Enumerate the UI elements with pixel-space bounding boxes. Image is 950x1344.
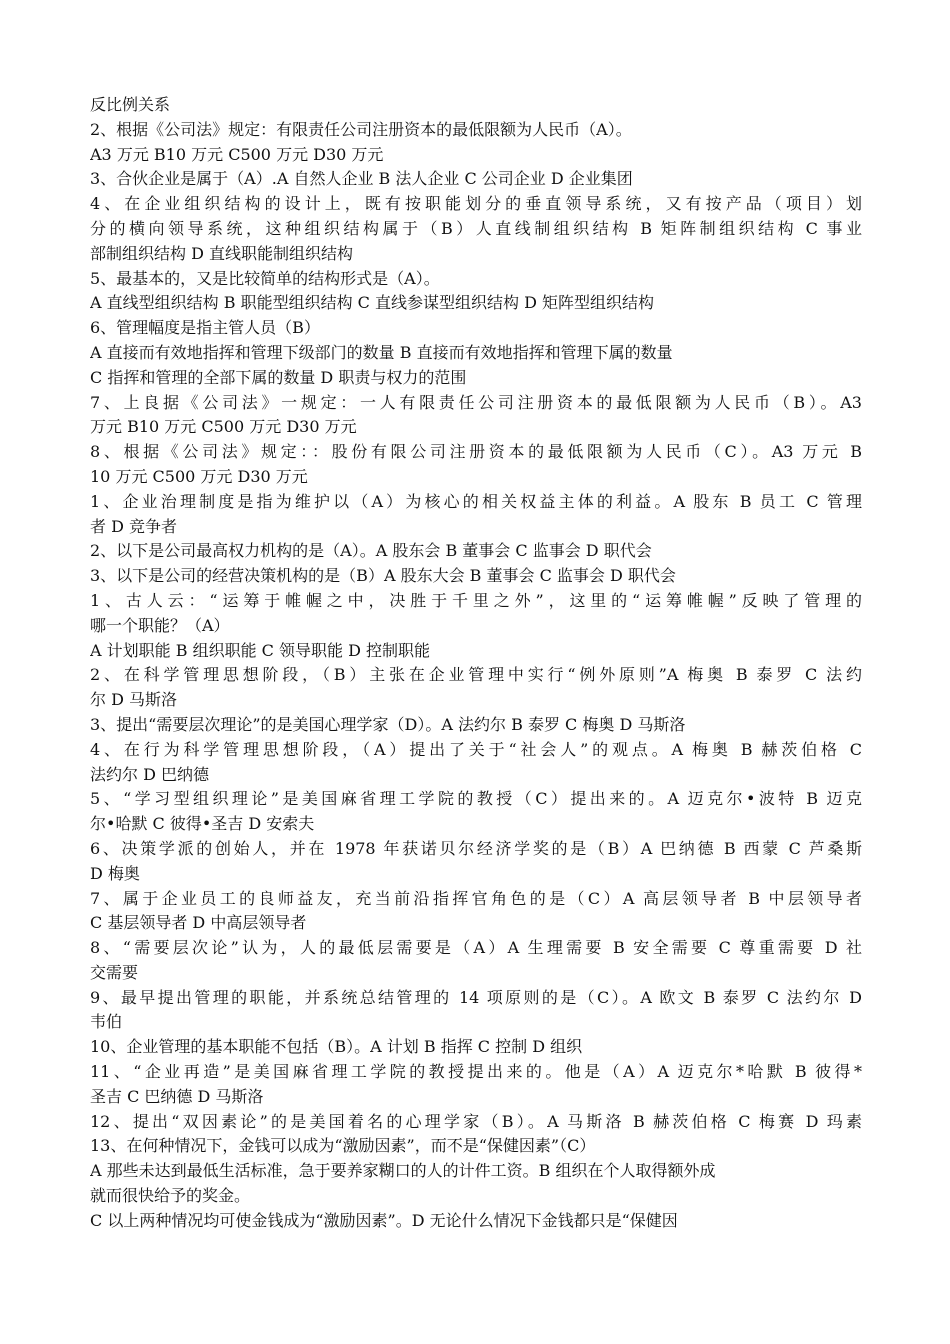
text-line: 8、根据《公司法》规定：：股份有限公司注册资本的最低限额为人民币（C）。A3 万元 B (90, 442, 862, 462)
text-line: C 基层领导者 D 中高层领导者 (90, 913, 307, 933)
text-line: A 那些未达到最低生活标准，急于要养家糊口的人的计件工资。B 组织在个人取得额外成 (90, 1161, 716, 1181)
text-line: 5、最基本的，又是比较简单的结构形式是（A）。 (90, 268, 440, 288)
text-line: 2、以下是公司最高权力机构的是（A）。A 股东会 B 董事会 C 监事会 D 职代会 (90, 541, 652, 561)
text-line: 6、管理幅度是指主管人员（B） (90, 318, 320, 338)
text-line: 4、在企业组织结构的设计上，既有按职能划分的垂直领导系统，又有按产品（项目）划 (90, 194, 862, 214)
text-line: 尔•哈默 C 彼得•圣吉 D 安索夫 (90, 814, 315, 834)
text-line: D 梅奥 (90, 863, 140, 883)
document-page (90, 93, 862, 1234)
text-line: 者 D 竞争者 (90, 516, 178, 536)
text-line: 8、“需要层次论”认为，人的最低层需要是（A）A 生理需要 B 安全需要 C 尊重需要 D 社 (90, 938, 862, 958)
text-line: 12、提出“双因素论”的是美国着名的心理学家（B）。A 马斯洛 B 赫茨伯格 C 梅赛 D 玛素 (90, 1111, 862, 1131)
text-line: 韦伯 (90, 1012, 123, 1032)
text-line: A 直线型组织结构 B 职能型组织结构 C 直线参谋型组织结构 D 矩阵型组织结构 (90, 293, 654, 313)
text-line: 哪一个职能？（A） (90, 615, 230, 635)
text-line: 10 万元 C500 万元 D30 万元 (90, 466, 308, 486)
text-line: 13、在何种情况下，金钱可以成为“激励因素”，而不是“保健因素”（C） (90, 1136, 596, 1156)
text-line: 11、“企业再造”是美国麻省理工学院的教授提出来的。他是（A）A 迈克尔*哈默 B 彼得* (90, 1062, 862, 1082)
text-line: 9、最早提出管理的职能，并系统总结管理的 14 项原则的是（C）。A 欧文 B 泰罗 C 法约尔 D (90, 987, 862, 1007)
text-line: 3、提出“需要层次理论”的是美国心理学家（D）。A 法约尔 B 泰罗 C 梅奥 D 马斯洛 (90, 714, 686, 734)
text-line: C 指挥和管理的全部下属的数量 D 职责与权力的范围 (90, 367, 467, 387)
text-line: 反比例关系 (90, 95, 171, 114)
text-line: 部制组织结构 D 直线职能制组织结构 (90, 243, 354, 263)
text-line: C 以上两种情况均可使金钱成为“激励因素”。D 无论什么情况下金钱都只是“保健因 (90, 1210, 678, 1230)
text-line: 尔 D 马斯洛 (90, 690, 178, 710)
text-line: 1、企业治理制度是指为维护以（A）为核心的相关权益主体的利益。A 股东 B 员工 C 管理 (90, 491, 862, 511)
text-line: 分的横向领导系统，这种组织结构属于（B）人直线制组织结构 B 矩阵制组织结构 C 事业 (90, 218, 862, 238)
text-line: 10、企业管理的基本职能不包括（B）。A 计划 B 指挥 C 控制 D 组织 (90, 1037, 583, 1057)
text-line: 3、以下是公司的经营决策机构的是（B）A 股东大会 B 董事会 C 监事会 D 职代会 (90, 566, 676, 586)
text-line: 圣吉 C 巴纳德 D 马斯洛 (90, 1086, 264, 1106)
text-line: A3 万元 B10 万元 C500 万元 D30 万元 (90, 144, 384, 164)
text-line: 法约尔 D 巴纳德 (90, 764, 210, 784)
text-line: 7、属于企业员工的良师益友，充当前沿指挥官角色的是（C）A 高层领导者 B 中层领导者 (90, 888, 862, 908)
text-line: A 直接而有效地指挥和管理下级部门的数量 B 直接而有效地指挥和管理下属的数量 (90, 342, 673, 362)
text-line: 1、古人云：“运筹于帷幄之中，决胜于千里之外”，这里的“运筹帷幄”反映了管理的 (90, 590, 862, 610)
text-line: A 计划职能 B 组织职能 C 领导职能 D 控制职能 (90, 640, 430, 660)
text-line: 5、“学习型组织理论”是美国麻省理工学院的教授（C）提出来的。A 迈克尔•波特 B 迈克 (90, 789, 862, 809)
text-line: 万元 B10 万元 C500 万元 D30 万元 (90, 417, 357, 437)
text-line: 6、决策学派的创始人，并在 1978 年获诺贝尔经济学奖的是（B）A 巴纳德 B 西蒙 C 芦桑斯 (90, 838, 862, 858)
text-line: 4、在行为科学管理思想阶段，（A）提出了关于“社会人”的观点。A 梅奥 B 赫茨伯格 C (90, 739, 862, 759)
text-line: 2、在科学管理思想阶段，（B）主张在企业管理中实行“例外原则”A 梅奥 B 泰罗 C 法约 (90, 665, 862, 685)
text-line: 7、上良据《公司法》一规定：一人有限责任公司注册资本的最低限额为人民币（B）。A3 (90, 392, 862, 412)
text-line: 3、合伙企业是属于（A）.A 自然人企业 B 法人企业 C 公司企业 D 企业集团 (90, 169, 633, 189)
text-line: 2、根据《公司法》规定：有限责任公司注册资本的最低限额为人民币（A）。 (90, 119, 632, 139)
text-line: 交需要 (90, 962, 139, 982)
text-line: 就而很快给予的奖金。 (90, 1186, 251, 1206)
